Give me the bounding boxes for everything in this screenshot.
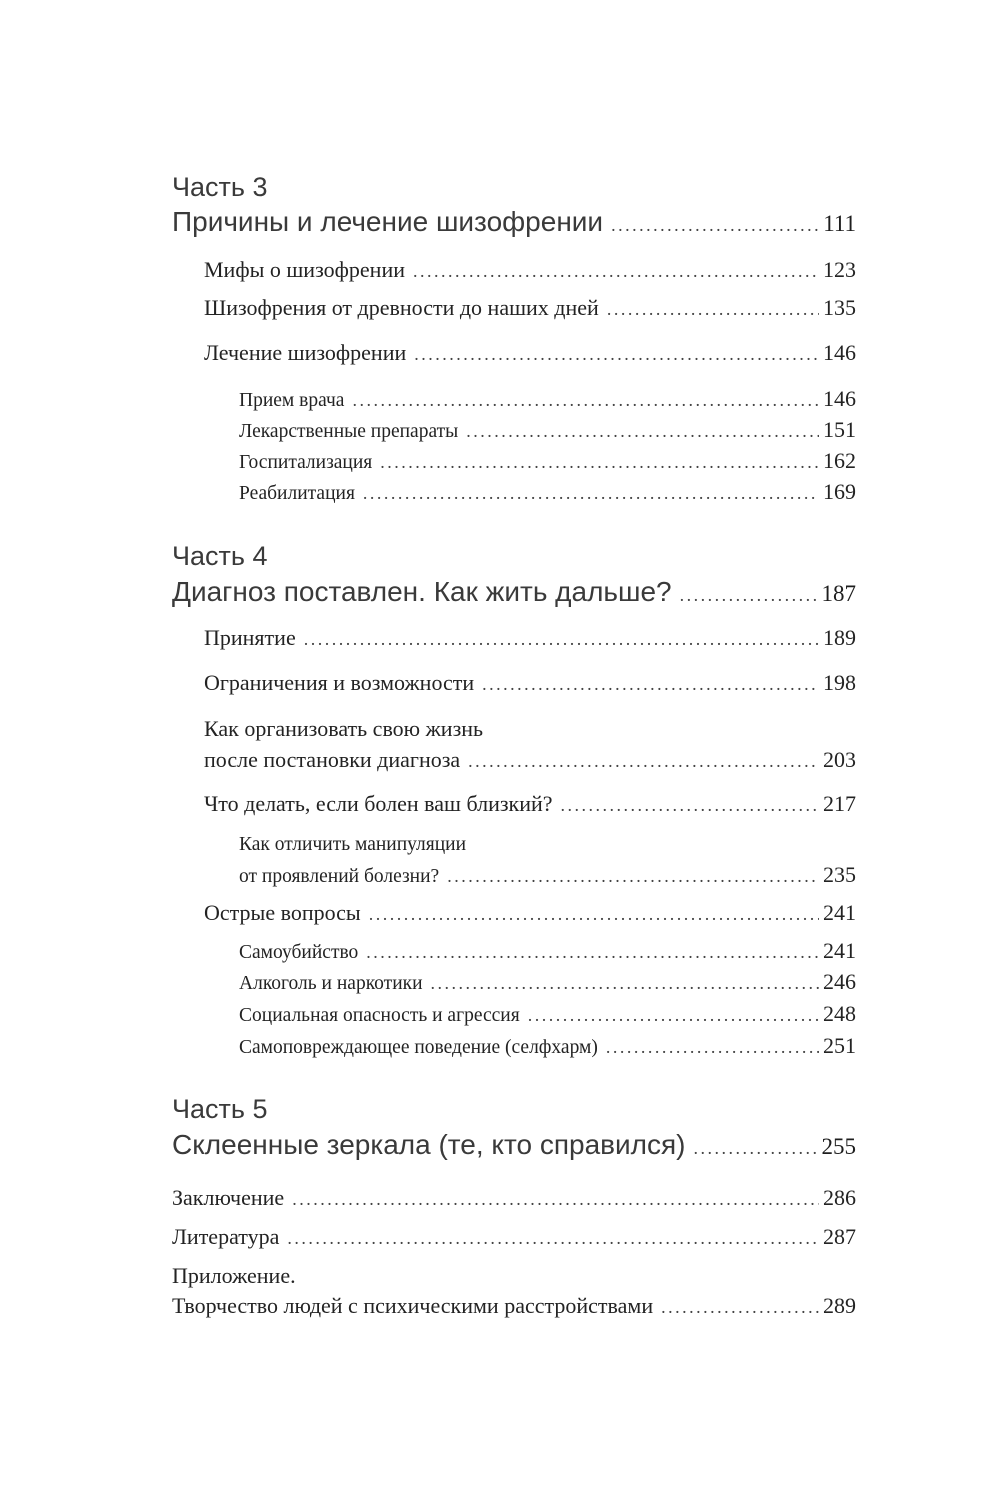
toc-entry[interactable] — [172, 669, 856, 698]
subentry-page: 241 — [823, 938, 856, 963]
subentry-page: 169 — [823, 479, 856, 504]
appendix-title-line1[interactable]: Приложение. — [172, 1263, 296, 1288]
toc-subentry[interactable] — [172, 1033, 856, 1061]
subentry-page: 146 — [823, 386, 856, 411]
toc-entry[interactable] — [172, 256, 856, 285]
dot-leader — [380, 449, 819, 475]
subentry-page: 151 — [823, 417, 856, 442]
toc-entry[interactable] — [172, 294, 856, 323]
subentry-title: Госпитализация — [239, 452, 373, 473]
entry-page: 289 — [823, 1293, 856, 1318]
toc-subentry[interactable] — [172, 448, 856, 476]
entry-page: 146 — [823, 340, 856, 365]
subentry-title: Лекарственные препараты — [239, 421, 459, 442]
part-4-title: Диагноз поставлен. Как жить дальше? — [172, 576, 672, 607]
part-3-label: Часть 3 — [172, 172, 268, 202]
subentry-title: Алкоголь и наркотики — [239, 973, 423, 994]
part-3-heading[interactable] — [172, 205, 856, 242]
part-5-heading[interactable] — [172, 1128, 856, 1165]
entry-title: Заключение — [172, 1185, 285, 1210]
entry-title-line1[interactable]: Как организовать свою жизнь — [204, 716, 484, 741]
entry-page: 135 — [823, 295, 856, 320]
subentry-title: Социальная опасность и агрессия — [239, 1005, 520, 1026]
part-4-heading[interactable] — [172, 575, 856, 612]
entry-title: Ограничения и возможности — [204, 670, 475, 695]
subentry-title-line2: от проявлений болезни? — [239, 866, 440, 887]
entry-title: Острые вопросы — [204, 900, 361, 925]
part-4-page: 187 — [821, 581, 856, 606]
entry-page: 198 — [823, 670, 856, 695]
dot-leader — [466, 418, 819, 444]
toc-subentry[interactable] — [172, 862, 856, 890]
subentry-title: Реабилитация — [239, 483, 355, 504]
entry-title: Шизофрения от древности до наших дней — [204, 295, 599, 320]
subentry-page: 248 — [823, 1001, 856, 1026]
toc-entry[interactable] — [172, 899, 856, 928]
toc-entry[interactable] — [172, 1223, 856, 1252]
subentry-title: Прием врача — [239, 390, 345, 411]
toc-subentry[interactable] — [172, 969, 856, 997]
toc-subentry[interactable] — [172, 386, 856, 414]
table-of-contents — [172, 0, 856, 1509]
dot-leader — [304, 625, 819, 653]
entry-page: 286 — [823, 1185, 856, 1210]
part-5-title: Склеенные зеркала (те, кто справился) — [172, 1129, 686, 1160]
dot-leader — [414, 340, 819, 368]
toc-entry[interactable] — [172, 1184, 856, 1213]
dot-leader — [431, 970, 819, 996]
dot-leader — [413, 257, 819, 285]
part-4-label: Часть 4 — [172, 541, 268, 571]
part-3-page: 111 — [823, 211, 856, 236]
subentry-page: 251 — [823, 1033, 856, 1058]
subentry-title-line1[interactable]: Как отличить манипуляции — [239, 834, 467, 855]
toc-entry[interactable] — [172, 339, 856, 368]
dot-leader — [561, 791, 819, 819]
toc-subentry[interactable] — [172, 479, 856, 507]
subentry-title: Самоубийство — [239, 942, 359, 963]
subentry-title: Самоповреждающее поведение (селфхарм) — [239, 1037, 598, 1058]
toc-entry[interactable] — [172, 790, 856, 819]
dot-leader — [528, 1002, 819, 1028]
subentry-page: 162 — [823, 448, 856, 473]
part-5-page: 255 — [821, 1134, 856, 1159]
appendix-title-line2: Творчество людей с психическими расстройствами — [172, 1293, 654, 1318]
dot-leader — [352, 387, 819, 413]
dot-leader — [363, 480, 819, 506]
toc-subentry[interactable] — [172, 1001, 856, 1029]
part-3-title: Причины и лечение шизофрении — [172, 206, 604, 237]
dot-leader — [468, 747, 819, 775]
entry-page: 189 — [823, 625, 856, 650]
entry-title: Принятие — [204, 625, 296, 650]
entry-title: Лечение шизофрении — [204, 340, 407, 365]
entry-page: 123 — [823, 257, 856, 282]
toc-entry[interactable] — [172, 624, 856, 653]
dot-leader — [447, 863, 819, 889]
subentry-page: 235 — [823, 862, 856, 887]
dot-leader — [694, 1131, 818, 1165]
dot-leader — [661, 1293, 819, 1321]
dot-leader — [287, 1224, 819, 1252]
dot-leader — [366, 939, 819, 965]
entry-title: Литература — [172, 1224, 280, 1249]
subentry-page: 246 — [823, 969, 856, 994]
entry-page: 241 — [823, 900, 856, 925]
entry-page: 217 — [823, 791, 856, 816]
entry-title-line2: после постановки диагноза — [204, 747, 461, 772]
toc-subentry[interactable] — [172, 417, 856, 445]
toc-entry[interactable] — [172, 1292, 856, 1321]
toc-entry[interactable] — [172, 746, 856, 775]
entry-title: Мифы о шизофрении — [204, 257, 405, 282]
dot-leader — [611, 208, 819, 242]
entry-page: 203 — [823, 747, 856, 772]
part-5-label: Часть 5 — [172, 1094, 268, 1124]
entry-page: 287 — [823, 1224, 856, 1249]
dot-leader — [607, 295, 819, 323]
dot-leader — [369, 900, 819, 928]
toc-subentry[interactable] — [172, 938, 856, 966]
dot-leader — [606, 1034, 819, 1060]
dot-leader — [292, 1185, 819, 1213]
dot-leader — [680, 578, 818, 612]
entry-title: Что делать, если болен ваш близкий? — [204, 791, 553, 816]
dot-leader — [482, 670, 819, 698]
